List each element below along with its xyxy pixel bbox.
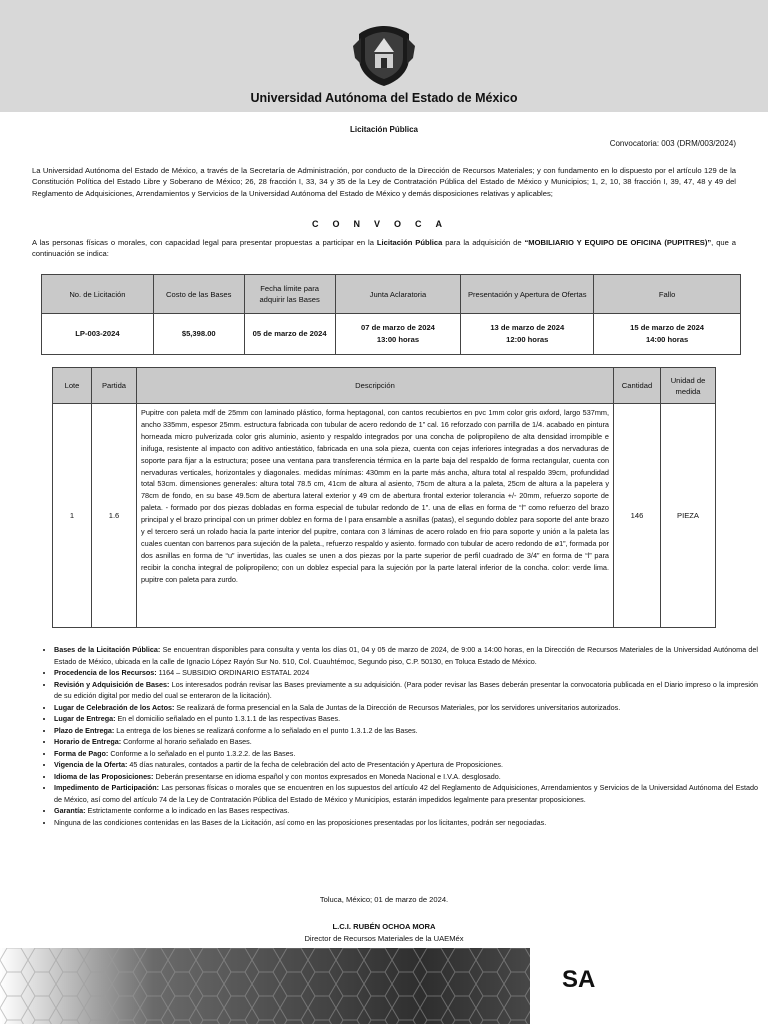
partida-cell: 1.6 xyxy=(92,404,137,628)
list-item-text: Ninguna de las condiciones contenidas en las Bases de la Licitación, así como en las proposiciones presentadas por los licitantes, podrán ser negociadas. xyxy=(54,817,547,827)
col-header: Junta Aclaratoria xyxy=(335,275,461,314)
junta-cell xyxy=(335,314,461,355)
col-header: Cantidad xyxy=(614,368,661,404)
list-item-text: 45 días naturales, contados a partir de la fecha de celebración del acto de Presentación y Apertura de Proposiciones. xyxy=(127,760,503,769)
summary-table xyxy=(41,274,741,355)
university-crest-icon xyxy=(351,24,417,88)
list-item xyxy=(54,713,758,725)
hexagon-pattern-icon xyxy=(0,948,768,1024)
header-band xyxy=(0,0,768,112)
list-item xyxy=(54,748,758,760)
list-item-text: Los interesados podrán revisar las Bases previamente a su adquisición. (Para poder revisar las Bases deberán presentar la convocatoria publicada en el Diario impreso o la impresión de su edición digital por medio del cual se enteraron de la licitación). xyxy=(54,679,758,700)
list-item-label: Vigencia de la Oferta: xyxy=(54,760,128,769)
invite-bold-licitacion: Licitación Pública xyxy=(376,238,443,247)
list-item xyxy=(54,782,758,805)
unit-cell: PIEZA xyxy=(661,404,716,628)
summary-header-row xyxy=(42,275,741,314)
list-item-label: Lugar de Celebración de los Actos: xyxy=(54,702,175,712)
university-name: Universidad Autónoma del Estado de México xyxy=(250,91,518,105)
list-item-text: 1164 – SUBSIDIO ORDINARIO ESTATAL 2024 xyxy=(156,668,310,677)
list-item-label: Forma de Pago: xyxy=(54,748,109,758)
fallo-time: 14:00 horas xyxy=(645,335,689,344)
items-header-row xyxy=(53,368,716,404)
intro-paragraph: La Universidad Autónoma del Estado de México, a través de la Secretaría de Administración, por conducto de la Dirección de Recursos Materiales; y con fundamento en lo dispuesto por el artículo 129 de la Constitución Política del Estado Libre y Soberano de México; 26, 28 fracción I, 33, 34 y 35 de la Ley de Contratación Pública del Estado de México y Municipios; 1, 2, 10, 38 fracción I, 39, 47, 48 y 49 del Reglamento de Adquisiciones, Arrendamientos y Servicios de la Universidad Autónoma del Estado de México y demás disposiciones relativas y aplicables; xyxy=(32,166,736,198)
col-header: Presentación y Apertura de Ofertas xyxy=(461,275,594,314)
col-header: Partida xyxy=(92,368,137,404)
list-item xyxy=(54,644,758,667)
invite-text: para la adquisición de xyxy=(442,238,525,247)
list-item xyxy=(54,736,758,748)
list-item-text: La entrega de los bienes se realizará conforme a lo señalado en el punto 1.3.1.2 de las Bases. xyxy=(114,725,418,735)
list-item xyxy=(54,667,758,679)
item-row xyxy=(53,404,716,628)
col-header: Lote xyxy=(53,368,92,404)
apertura-cell xyxy=(461,314,594,355)
list-item-text: Conforme al horario señalado en Bases. xyxy=(121,737,252,746)
description-cell: Pupitre con paleta mdf de 25mm con laminado plástico, forma heptagonal, con cantos recubiertos en pvc 1mm color gris oxford, largo 537mm, ancho 335mm, espesor 25mm. estructura fabricada con tubular de acero redondo de 1” cal. 16 reforzado con parrilla de 1/4. acabado en pintura horneada micro pulverizada color gris aluminio, asiento y respaldo integrados por una concha de polipropileno de alta densidad irrompible e inifuga, resistente al impacto con aditivo antiestático, fabricada en una sola pieza, cuenta con cejas inferiores integradas a dos nervaduras de soporte para fijar a la estructura; posee una ventana para transferencia térmica en la parte baja del respaldo de forma rectangular, cuenta con nervaduras verticales, horizontales y diagonales. medidas mínimas: 430mm en la parte más ancha, altura total al respaldo 39cm, profundidad total 53cm. dimensiones generales: altura total 78.5 cm, 41cm de altura al asiento, 75cm de altura a la paleta, 25cm de altura a la papelera y 78cm de fondo, en su base 49.5cm de abertura lateral exterior y 49 cm de abertura frontal exterior tolerancia +/- 20mm, refuerzo soporte de paleta. - formado por dos piezas dobladas en forma especial de tubular redondo de 1”. una de ellas en forma de “l” como refuerzo del brazo principal y el brazo principal con un primer doblez en forma de l para ensamble a asnillas (patas), el segundo doblez para soporte del ante brazo y el tercero será un rolado hacia la parte interior del pupitre, contara con 3 láminas de acero rolado en frio para soporte y unión a la paleta las cuales cuentan con barrenos para sujeción de la paleta., refuerzo respaldo y asiento. formado con tubular de acero redondo de ø1”, formada por dos asnillas en forma de “u” invertidas, las cuales se unen a dos piezas por la parte superior de perfil cuadrado de 3/4” en forma de “l” para recibir la concha integral de polipropileno; con un doblez especial para la sujeción por la parte lateral inferior de la concha. color: verde lima. pupitre con paleta para zurdo. xyxy=(137,404,614,628)
col-header: Fecha límite para adquirir las Bases xyxy=(244,275,335,314)
conditions-list xyxy=(32,644,758,828)
col-header: No. de Licitación xyxy=(42,275,154,314)
junta-date: 07 de marzo de 2024 xyxy=(361,323,435,332)
list-item-text: Se encuentran disponibles para consulta y venta los días 01, 04 y 05 de marzo de 2024, de 9:00 a 14:00 horas, en la Dirección de Recursos Materiales de la Universidad Autónoma del Estado de México, ubicada en la calle de Ignacio López Rayón Sur No. 510, Col. Cuauhtémoc, Segundo piso, C.P. 50130, en Toluca Estado de México. xyxy=(54,645,758,666)
list-item-label: Lugar de Entrega: xyxy=(54,714,116,723)
list-item xyxy=(54,817,758,829)
invite-text: , que a continuación se indica: xyxy=(32,238,737,259)
invitation-paragraph xyxy=(32,237,736,260)
col-header: Fallo xyxy=(594,275,741,314)
list-item xyxy=(54,759,758,771)
list-item-label: Idioma de las Proposiciones: xyxy=(54,771,154,781)
list-item-label: Garantía: xyxy=(54,806,86,815)
licitacion-number: LP-003-2024 xyxy=(42,314,154,355)
convocatoria-number: Convocatoria: 003 (DRM/003/2024) xyxy=(609,139,736,148)
list-item-text: Se realizará de forma presencial en la Sala de Juntas de la Dirección de Recursos Materiales, por los servidores universitarios autorizados. xyxy=(174,702,621,712)
list-item xyxy=(54,805,758,817)
notice-title: Licitación Pública xyxy=(349,125,418,134)
list-item-text: Estrictamente conforme a lo indicado en las Bases respectivas. xyxy=(85,806,290,815)
list-item xyxy=(54,702,758,714)
list-item-text: Las personas físicas o morales que se encuentren en los supuestos del artículo 42 del Reglamento de Adquisiciones, Arrendamientos y Servicios de la Universidad Autónoma del Estado de México, así como del artículo 74 de la Ley de Contratación Pública del Estado de México y Municipios, estarán impedidos legalmente para presentar proposiciones. xyxy=(54,783,759,804)
fallo-cell xyxy=(594,314,741,355)
quantity-cell: 146 xyxy=(614,404,661,628)
convoca-heading: CONVOCA xyxy=(311,219,456,229)
col-header: Descripción xyxy=(137,368,614,404)
list-item-text: Deberán presentarse en idioma español y con montos expresados en Moneda Nacional e I.V.A. desglosado. xyxy=(153,771,501,781)
list-item-text: En el domicilio señalado en el punto 1.3.1.1 de las respectivas Bases. xyxy=(115,714,341,723)
footer-band xyxy=(0,948,768,1024)
list-item-label: Procedencia de los Recursos: xyxy=(54,668,157,677)
col-header: Costo de las Bases xyxy=(153,275,244,314)
junta-time: 13:00 horas xyxy=(376,335,420,344)
list-item xyxy=(54,679,758,702)
signer-name: L.C.I. RUBÉN OCHOA MORA xyxy=(332,922,436,931)
list-item-label: Revisión y Adquisición de Bases: xyxy=(54,679,170,689)
signer-role: Director de Recursos Materiales de la UAEMéx xyxy=(304,934,464,943)
list-item-label: Bases de la Licitación Pública: xyxy=(54,645,161,654)
fallo-date: 15 de marzo de 2024 xyxy=(630,323,705,332)
list-item-label: Horario de Entrega: xyxy=(54,737,122,746)
items-table xyxy=(52,367,716,628)
bases-deadline: 05 de marzo de 2024 xyxy=(244,314,335,355)
list-item xyxy=(54,725,758,737)
bases-cost: $5,398.00 xyxy=(153,314,244,355)
lote-cell: 1 xyxy=(53,404,92,628)
list-item-label: Impedimento de Participación: xyxy=(54,783,160,792)
place-date: Toluca, México; 01 de marzo de 2024. xyxy=(319,895,449,904)
col-header: Unidad de medida xyxy=(661,368,716,404)
summary-row xyxy=(42,314,741,355)
apertura-date: 13 de marzo de 2024 xyxy=(490,323,565,332)
invite-text: A las personas físicas o morales, con capacidad legal para presentar propuestas a participar en la xyxy=(32,238,377,247)
invite-bold-object: “MOBILIARIO Y EQUIPO DE OFICINA (PUPITRES)” xyxy=(524,238,712,247)
list-item-label: Plazo de Entrega: xyxy=(54,725,115,735)
footer-mark: SA xyxy=(562,966,596,993)
list-item xyxy=(54,771,758,783)
apertura-time: 12:00 horas xyxy=(506,335,549,344)
list-item-text: Conforme a lo señalado en el punto 1.3.2.2. de las Bases. xyxy=(108,748,296,758)
